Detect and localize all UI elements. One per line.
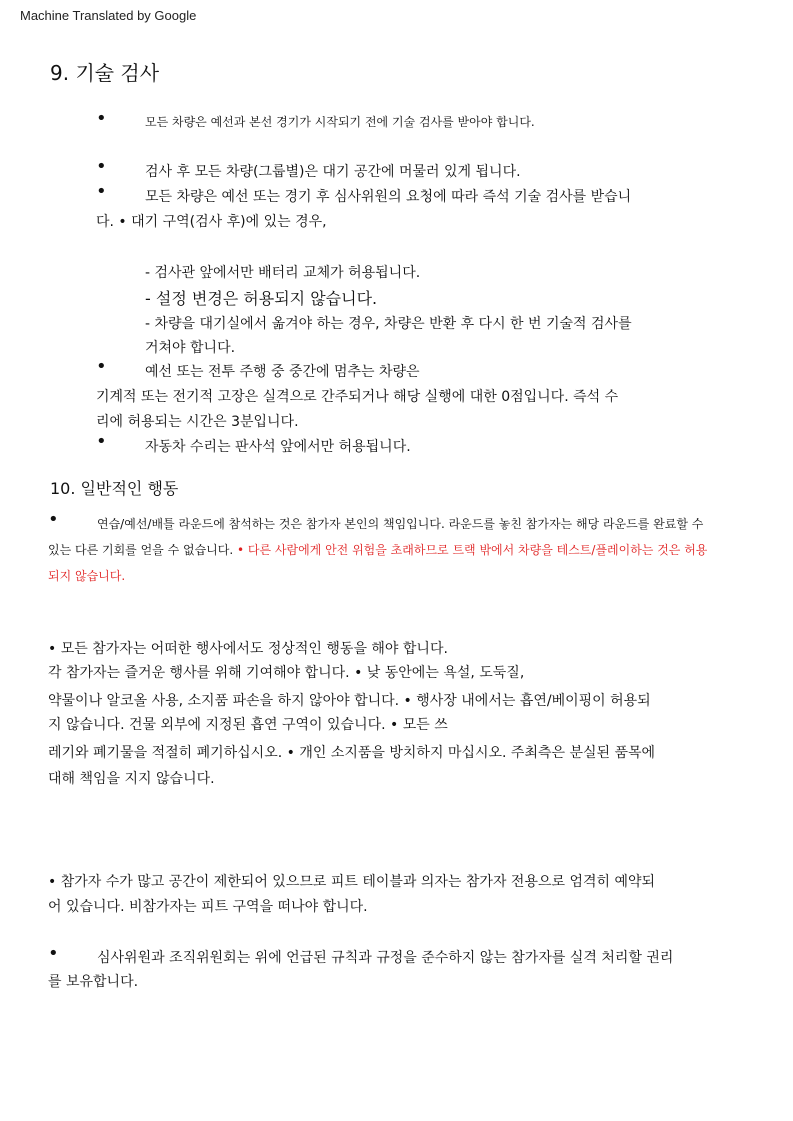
section-10-title: 10. 일반적인 행동 — [50, 479, 179, 498]
s9-bullet-3-line-2: 다. • 대기 구역(검사 후)에 있는 경우, — [96, 214, 327, 230]
bullet-icon: • — [96, 156, 107, 177]
bullet-icon: • — [96, 356, 107, 377]
s10-p1-line-3: 되지 않습니다. — [48, 569, 126, 583]
machine-translation-note: Machine Translated by Google — [20, 8, 197, 23]
s9-dash-3-line-2: 거쳐야 합니다. — [145, 340, 236, 356]
bullet-icon: • — [96, 181, 107, 202]
section-9-title: 9. 기술 검사 — [50, 61, 160, 85]
s10-p4-line-2: 를 보유합니다. — [48, 974, 139, 990]
s9-bullet-2: 검사 후 모든 차량(그룹별)은 대기 공간에 머물러 있게 됩니다. — [145, 164, 521, 180]
s10-p2-line-3: 약물이나 알코올 사용, 소지품 파손을 하지 않아야 합니다. • 행사장 내에서는 흡연/베이핑이 허용되 — [48, 693, 651, 709]
s9-bullet-1: 모든 차량은 예선과 본선 경기가 시작되기 전에 기술 검사를 받아야 합니다. — [145, 115, 535, 129]
s10-p1-line-2 — [48, 541, 707, 558]
s10-p2-line-2: 각 참가자는 즐거운 행사를 위해 기여해야 합니다. • 낮 동안에는 욕설, 도둑질, — [48, 665, 525, 681]
s9-bullet-4-line-3: 리에 허용되는 시간은 3분입니다. — [96, 414, 299, 430]
s9-dash-1: - 검사관 앞에서만 배터리 교체가 허용됩니다. — [145, 265, 421, 281]
s10-p2-line-6: 대해 책임을 지지 않습니다. — [48, 771, 215, 787]
bullet-icon: • — [96, 108, 107, 129]
bullet-icon: • — [48, 943, 59, 964]
bullet-icon: • — [96, 431, 107, 452]
s9-bullet-4-line-2: 기계적 또는 전기적 고장은 실격으로 간주되거나 해당 실행에 대한 0점입니다. 즉석 수 — [96, 389, 619, 405]
s10-p1-line-1: 연습/예선/배틀 라운드에 참석하는 것은 참가자 본인의 책임입니다. 라운드를 놓친 참가자는 해당 라운드를 완료할 수 — [97, 517, 704, 531]
s10-p1-safety-warning: • 다른 사람에게 안전 위험을 초래하므로 트랙 밖에서 차량을 테스트/플레이하는 것은 허용 — [233, 543, 708, 557]
s9-bullet-3-line-1: 모든 차량은 예선 또는 경기 후 심사위원의 요청에 따라 즉석 기술 검사를 받습니 — [145, 189, 632, 205]
s10-p1-line-2-text: 있는 다른 기회를 얻을 수 없습니다. — [48, 543, 234, 557]
s9-dash-3-line-1: - 차량을 대기실에서 옮겨야 하는 경우, 차량은 반환 후 다시 한 번 기술적 검사를 — [145, 316, 632, 332]
s9-bullet-4-line-1: 예선 또는 전투 주행 중 중간에 멈추는 차량은 — [145, 364, 420, 380]
s9-dash-2: - 설정 변경은 허용되지 않습니다. — [145, 289, 378, 308]
s10-p2-line-4: 지 않습니다. 건물 외부에 지정된 흡연 구역이 있습니다. • 모든 쓰 — [48, 717, 448, 733]
s9-bullet-5: 자동차 수리는 판사석 앞에서만 허용됩니다. — [145, 439, 411, 455]
s10-p4-line-1: 심사위원과 조직위원회는 위에 언급된 규칙과 규정을 준수하지 않는 참가자를 실격 처리할 권리 — [97, 950, 674, 966]
s10-p2-line-1: • 모든 참가자는 어떠한 행사에서도 정상적인 행동을 해야 합니다. — [48, 641, 448, 657]
s10-p3-line-1: • 참가자 수가 많고 공간이 제한되어 있으므로 피트 테이블과 의자는 참가자 전용으로 엄격히 예약되 — [48, 874, 656, 890]
s10-p3-line-2: 어 있습니다. 비참가자는 피트 구역을 떠나야 합니다. — [48, 899, 368, 915]
s10-p2-line-5: 레기와 폐기물을 적절히 폐기하십시오. • 개인 소지품을 방치하지 마십시오. 주최측은 분실된 품목에 — [48, 745, 656, 761]
bullet-icon: • — [48, 509, 59, 530]
